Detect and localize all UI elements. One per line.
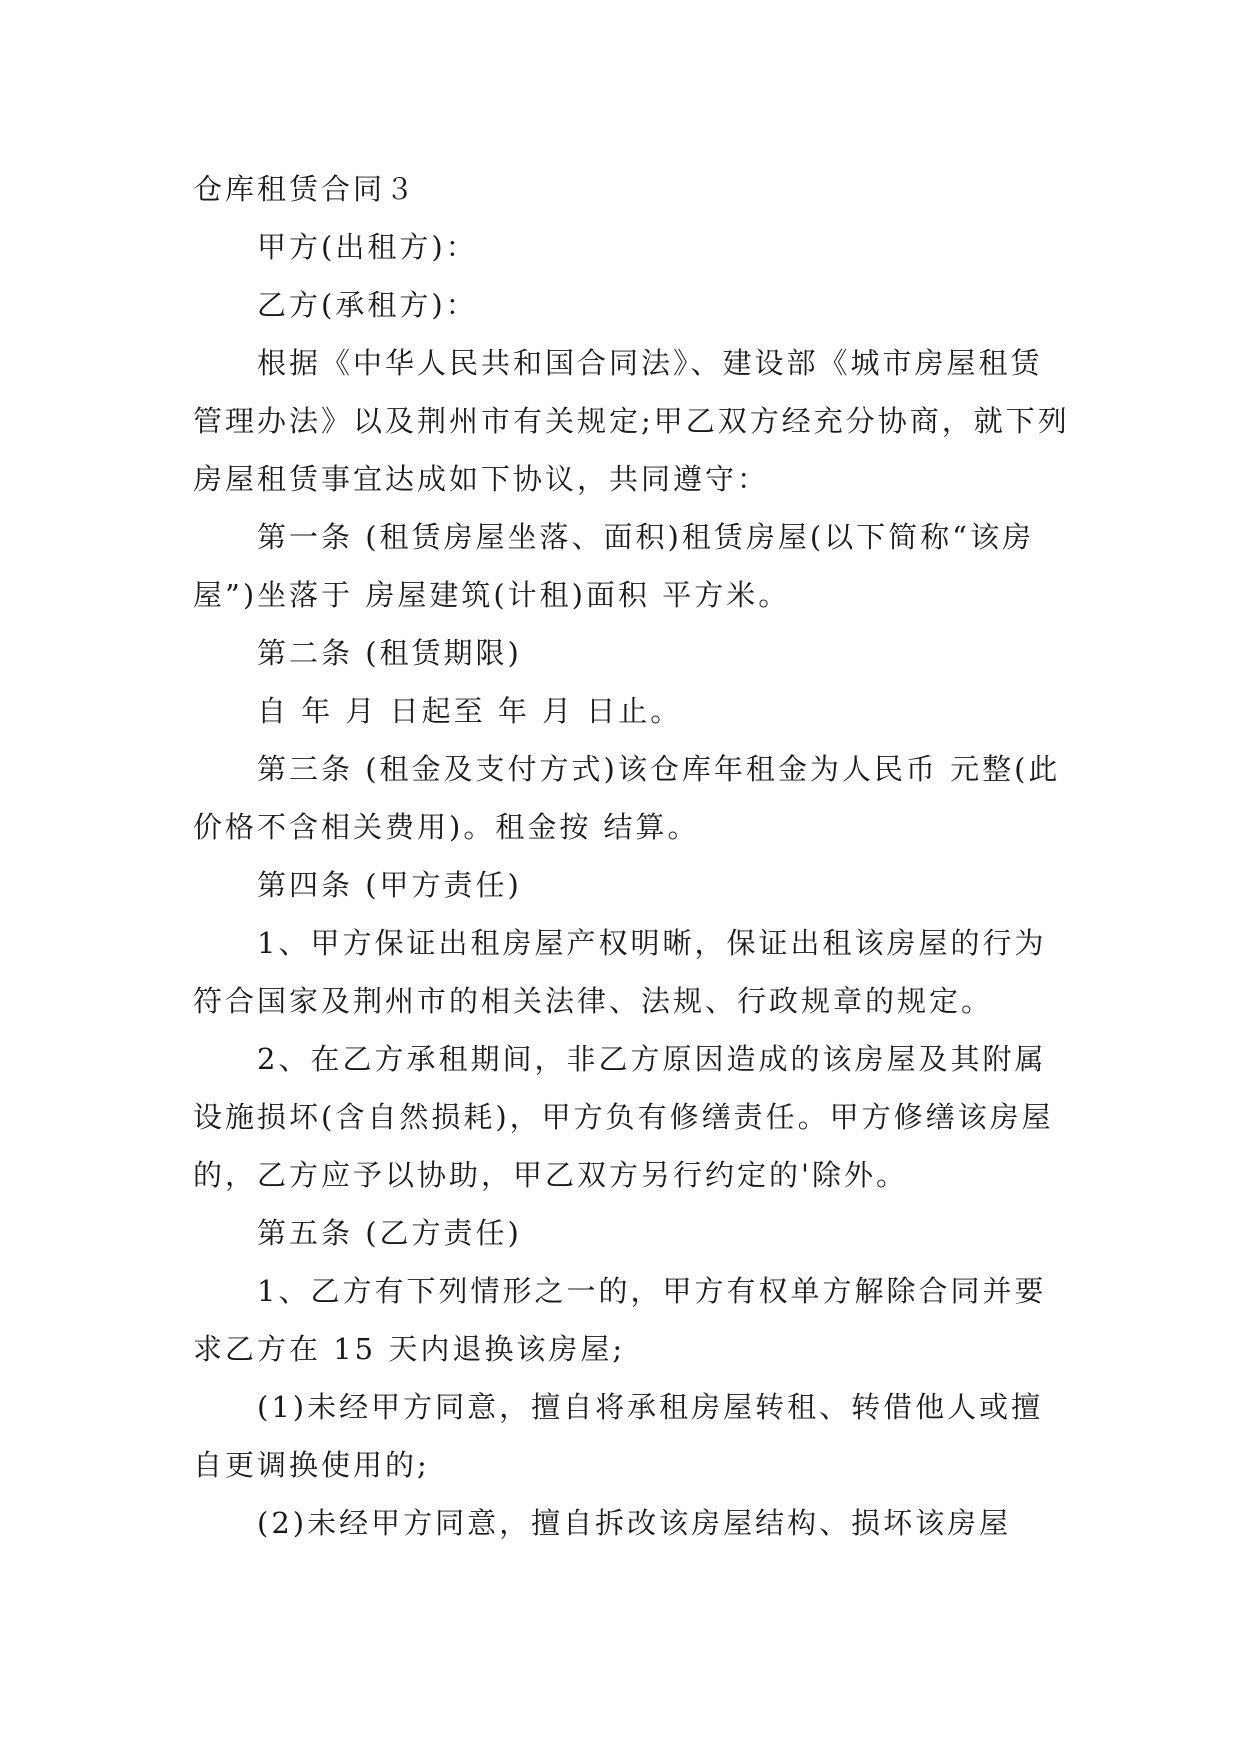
document-body bbox=[193, 160, 1073, 1552]
party-b-line: 乙方(承租方)： bbox=[257, 288, 478, 322]
article-4-item-2: 2、在乙方承租期间，非乙方原因造成的该房屋及其附属设施损坏(含自然损耗)，甲方负有修缮责任。甲方修缮该房屋的，乙方应予以协助，甲乙双方另行约定的'除外。 bbox=[193, 1042, 1054, 1192]
lease-term-paragraph: 自 年 月 日起至 年 月 日止。 bbox=[257, 694, 683, 728]
preamble-paragraph: 根据《中华人民共和国合同法》、建设部《城市房屋租赁管理办法》以及荆州市有关规定;甲乙双方经充分协商，就下列房屋租赁事宜达成如下协议，共同遵守： bbox=[193, 346, 1070, 496]
document-title: 仓库租赁合同３ bbox=[193, 172, 418, 206]
article-2-heading: 第二条 (租赁期限) bbox=[257, 636, 522, 670]
article-3-paragraph: 第三条 (租金及支付方式)该仓库年租金为人民币 元整(此价格不含相关费用)。租金按 结算。 bbox=[193, 752, 1061, 844]
article-5-heading: 第五条 (乙方责任) bbox=[257, 1216, 522, 1250]
article-4-heading: 第四条 (甲方责任) bbox=[257, 868, 522, 902]
article-4-item-1: 1、甲方保证出租房屋产权明晰，保证出租该房屋的行为符合国家及荆州市的相关法律、法规、行政规章的规定。 bbox=[193, 926, 1047, 1018]
article-5-item-1: 1、乙方有下列情形之一的，甲方有权单方解除合同并要求乙方在 15 天内退换该房屋; bbox=[193, 1274, 1047, 1366]
article-5-subitem-2: (2)未经甲方同意，擅自拆改该房屋结构、损坏该房屋 bbox=[257, 1506, 1012, 1540]
article-5-subitem-1: (1)未经甲方同意，擅自将承租房屋转租、转借他人或擅自更调换使用的; bbox=[193, 1390, 1044, 1482]
article-1-paragraph: 第一条 (租赁房屋坐落、面积)租赁房屋(以下简称“该房屋”)坐落于 房屋建筑(计租)面积 平方米。 bbox=[193, 520, 1034, 612]
party-a-line: 甲方(出租方)： bbox=[257, 230, 478, 264]
